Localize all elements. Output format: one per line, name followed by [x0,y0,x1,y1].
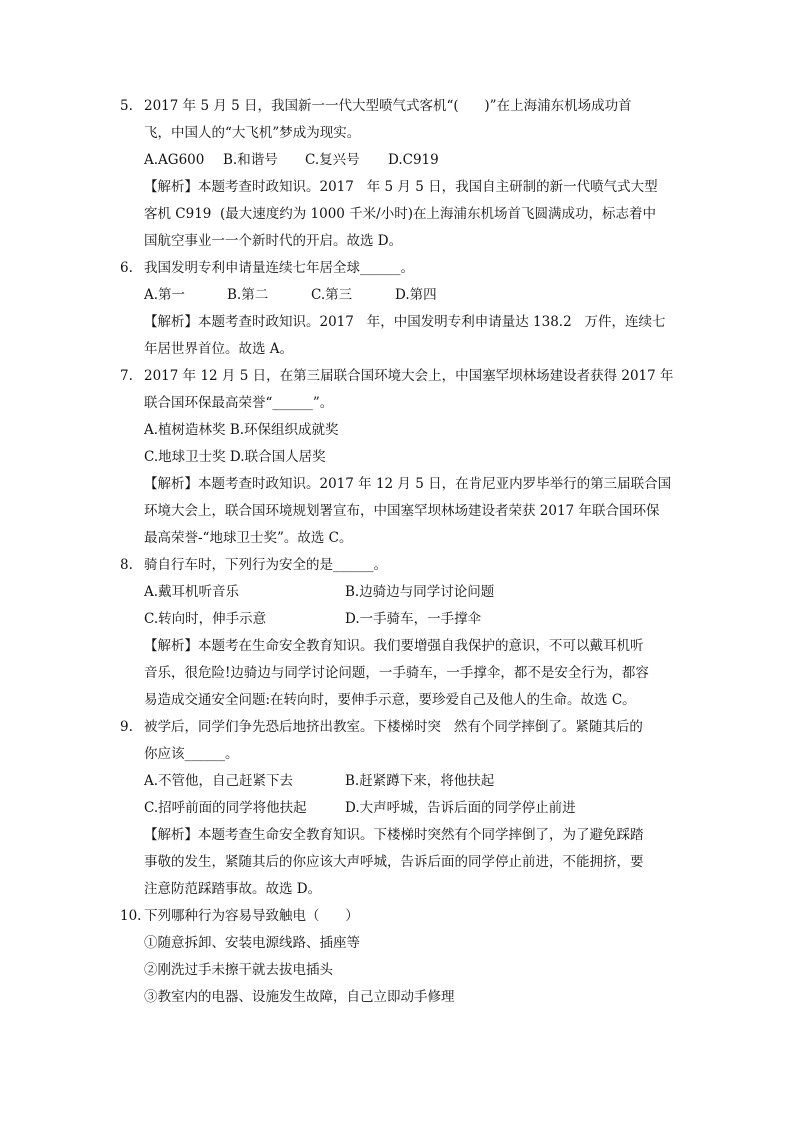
question-stem-line: 联合国环保最高荣誉“______”。 [144,395,334,411]
analysis-line: 【解析】本题考在生命安全教育知识。我们要增强自我保护的意识，不可以戴耳机听 [144,638,644,654]
analysis-line: 音乐，很危险!边骑边与同学讨论问题，一手骑车，一手撑伞，都不是安全行为，都容 [144,665,649,681]
option: C.地球卫士奖 D.联合国人居奖 [144,449,326,465]
analysis-line: 年居世界首位。故选 A。 [144,341,294,357]
option: D.第四 [395,287,437,303]
analysis-line: 易造成交通安全问题:在转向时，要伸手示意，要珍爱自己及他人的生命。故选 C。 [144,692,636,708]
analysis-line: 【解析】本题考查时政知识。2017 年 5 月 5 日，我国自主研制的新一代喷气式大型 [144,179,658,195]
option: D.大声呼城，告诉后面的同学停止前进 [345,800,576,816]
question-number: 8. [120,557,133,573]
option: A.戴耳机听音乐 [144,584,240,600]
option: B.边骑边与同学讨论问题 [345,584,495,600]
option: D.一手骑车，一手撑伞 [345,611,482,627]
question-stem-line: 骑自行车时，下列行为安全的是______。 [144,557,387,573]
question-number: 9. [120,719,133,735]
option: C.招呼前面的同学将他扶起 [144,800,307,816]
option: B.和谐号 [223,152,278,168]
question-number: 5. [120,98,133,114]
question-stem-line: 2017 年 12 月 5 日，在第三届联合国环境大会上，中国塞罕坝林场建设者获得 2017 年 [144,368,674,384]
option: B.赶紧蹲下来，将他扶起 [345,773,495,789]
option: A.不管他，自己赶紧下去 [144,773,294,789]
question-stem-line: 飞，中国人的“大飞机”梦成为现实。 [144,125,361,141]
statement-item: ③教室内的电器、设施发生故障，自己立即动手修理 [144,989,455,1005]
analysis-line: 【解析】本题考查生命安全教育知识。下楼梯时突然有个同学摔倒了，为了避免踩踏 [144,827,644,843]
analysis-line: 最高荣誉-“地球卫士奖”。故选 C。 [144,530,353,546]
question-number: 10. [120,908,142,924]
question-number: 7. [120,368,133,384]
question-stem-line: 2017 年 5 月 5 日，我国新一一代大型喷气式客机“( )”在上海浦东机场成功首 [144,98,632,114]
analysis-line: 客机 C919 (最大速度约为 1000 千米/小时)在上海浦东机场首飞圆满成功，标志着中 [144,206,656,222]
question-stem-line: 被学后，同学们争先恐后地挤出教室。下楼梯时突 然有个同学摔倒了。紧随其后的 [144,719,643,735]
statement-item: ②刚洗过手未擦干就去拔电插头 [144,962,333,978]
option: C.转向时，伸手示意 [144,611,267,627]
question-stem-line: 你应该______。 [144,746,239,762]
option: A.第一 [144,287,186,303]
option: A.植树造林奖 B.环保组织成就奖 [144,422,339,438]
option: C.复兴号 [305,152,360,168]
analysis-line: 国航空事业一一个新时代的开启。故选 D。 [144,233,403,249]
analysis-line: 注意防范踩踏事故。故选 D。 [144,881,322,897]
option: A.AG600 [144,152,205,168]
analysis-line: 事敬的发生，紧随其后的你应该大声呼城，告诉后面的同学停止前进，不能拥挤，要 [144,854,644,870]
question-stem-line: 我国发明专利申请量连续七年居全球______。 [144,260,414,276]
analysis-line: 环境大会上，联合国环境规划署宣布，中国塞罕坝林场建设者荣获 2017 年联合国环保 [144,503,660,519]
question-stem-line: 下列哪种行为容易导致触电（ ） [144,908,359,924]
option: C.第三 [311,287,353,303]
option: B.第二 [227,287,269,303]
analysis-line: 【解析】本题考查时政知识。2017 年 12 月 5 日，在肯尼亚内罗毕举行的第三届联合国 [144,476,672,492]
statement-item: ①随意拆卸、安装电源线路、插座等 [144,935,360,951]
question-number: 6. [120,260,133,276]
analysis-line: 【解析】本题考查时政知识。2017 年，中国发明专利申请量达 138.2 万件，连续七 [144,314,666,330]
option: D.C919 [388,152,439,168]
